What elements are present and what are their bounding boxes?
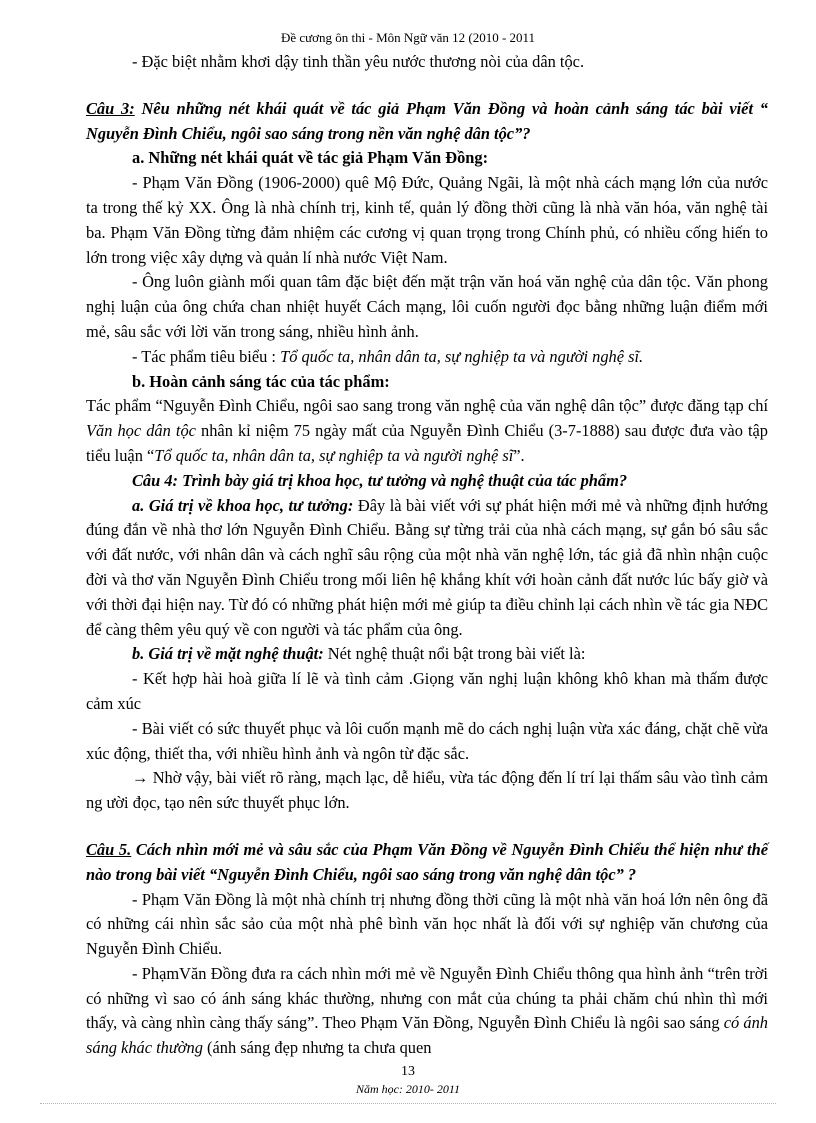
question-5-label: Câu 5. (86, 839, 132, 859)
question-3-text: Nêu những nét khái quát về tác giả Phạm Văn Đồng và hoàn cảnh sáng tác bài viết “ Nguyễn Đình Chiểu, ngôi sao sáng trong nền văn nghệ dân tộc”? (86, 98, 768, 143)
section-4b-conclusion: → Nhờ vậy, bài viết rõ ràng, mạch lạc, dễ hiểu, vừa tác động đến lí trí lại thấm sâu vào tình cảm ng ười đọc, tạo nên sức thuyết phục lớn. (86, 768, 768, 813)
question-3-label: Câu 3: (86, 98, 135, 118)
page-number: 13 (401, 1064, 415, 1079)
section-3b-heading: b. Hoàn cảnh sáng tác của tác phẩm: (132, 371, 390, 391)
question-5-title (86, 838, 768, 888)
question-4-title: Câu 4: Trình bày giá trị khoa học, tư tưởng và nghệ thuật của tác phẩm? (132, 470, 628, 490)
section-5-paragraph-1: - Phạm Văn Đồng là một nhà chính trị nhưng đồng thời cũng là một nhà văn hoá lớn nên ông đã có những cái nhìn sắc sảo của một nhà phê bình văn học nhất là đối với sự nghiệp văn chương của Nguyễn Đình Chiểu. (86, 889, 768, 959)
footer-school-year: Năm học: 2010- 2011 (355, 1082, 461, 1096)
intro-paragraph: - Đặc biệt nhằm khơi dậy tinh thần yêu nước thương nòi của dân tộc. (132, 52, 585, 71)
footer-divider (40, 1103, 776, 1104)
section-4a-paragraph: a. Giá trị về khoa học, tư tưởng: Đây là bài viết với sự phát hiện mới mẻ và những định hướng đúng đắn về nhà thơ lớn Nguyễn Đình Chiểu. Bằng sự từng trải của nhà cách mạng, sự gắn bó sâu sắc với đất nước, với nhân dân và cách nghĩ sâu rộng của một nhà văn nghệ lớn, tác giả đã nhìn nhận cuộc đời và thơ văn Nguyễn Đình Chiểu trong mối liên hệ khắng khít với hoàn cảnh đất nước lúc bấy giờ và với thời đại hiện nay. Từ đó có những phát hiện mới mẻ giúp ta điều chỉnh lại cách nhìn về tác gia NĐC để càng thêm yêu quý về con người và tác phẩm của ông. (86, 495, 768, 639)
section-4b-paragraph: b. Giá trị về mặt nghệ thuật: Nét nghệ thuật nổi bật trong bài viết là: (132, 644, 586, 664)
section-3b-paragraph: Tác phẩm “Nguyễn Đình Chiểu, ngôi sao sang trong văn nghệ của văn nghệ dân tộc” được đăng tạp chí Văn học dân tộc nhân kỉ niệm 75 ngày mất của Nguyễn Đình Chiểu (3-7-1888) sau được đưa vào tập tiểu luận “Tổ quốc ta, nhân dân ta, sự nghiệp ta và người nghệ sĩ”. (86, 396, 768, 465)
section-4b-item-1: - Kết hợp hài hoà giữa lí lẽ và tình cảm .Giọng văn nghị luận không khô khan mà thấm được cảm xúc (86, 669, 768, 713)
page-header: Đề cương ôn thi - Môn Ngữ văn 12 (2010 - 2011 (280, 30, 536, 45)
section-4b-item-2: - Bài viết có sức thuyết phục và lôi cuốn mạnh mẽ do cách nghị luận vừa xác đáng, chặt chẽ vừa xúc động, thiết tha, với nhiều hình ảnh và ngôn từ đặc sắc. (86, 718, 768, 763)
arrow-icon: → (132, 768, 149, 788)
section-3a-heading: a. Những nét khái quát về tác giả Phạm Văn Đồng: (132, 148, 489, 168)
document-body (86, 50, 768, 1061)
question-3-title (86, 97, 768, 147)
question-5-text: Cách nhìn mới mẻ và sâu sắc của Phạm Văn Đồng về Nguyễn Đình Chiểu thể hiện như thế nào trong bài viết “Nguyễn Đình Chiểu, ngôi sao sáng trong văn nghệ dân tộc” ? (86, 839, 768, 884)
section-3a-paragraph-3: - Tác phẩm tiêu biểu : Tổ quốc ta, nhân dân ta, sự nghiệp ta và người nghệ sĩ. (132, 346, 644, 366)
section-5-paragraph-2: - PhạmVăn Đồng đưa ra cách nhìn mới mẻ về Nguyễn Đình Chiểu thông qua hình ảnh “trên trời có những vì sao có ánh sáng khác thường, nhưng con mắt của chúng ta phải chăm chú nhìn thì mới thấy, và càng nhìn càng thấy sáng”. Theo Phạm Văn Đồng, Nguyễn Đình Chiểu là ngôi sao sáng có ánh sáng khác thường (ánh sáng đẹp nhưng ta chưa quen (86, 963, 768, 1058)
section-3a-paragraph-2: - Ông luôn giành mối quan tâm đặc biệt đến mặt trận văn hoá văn nghệ của dân tộc. Văn phong nghị luận của ông chứa chan nhiệt huyết Cách mạng, lôi cuốn người đọc bằng những luận điểm mới mẻ, sâu sắc với lời văn trong sáng, nhiều hình ảnh. (86, 272, 768, 341)
section-3a-paragraph-1: - Phạm Văn Đồng (1906-2000) quê Mộ Đức, Quảng Ngãi, là một nhà cách mạng lớn của nước ta trong thế kỷ XX. Ông là nhà chính trị, kinh tế, quản lý đồng thời cũng là nhà văn hóa, văn nghệ tài ba. Phạm Văn Đồng từng đảm nhiệm các cương vị quan trọng trong Chính phủ, có nhiều cống hiến to lớn trong việc xây dựng và quản lí nhà nước Việt Nam. (86, 173, 768, 267)
